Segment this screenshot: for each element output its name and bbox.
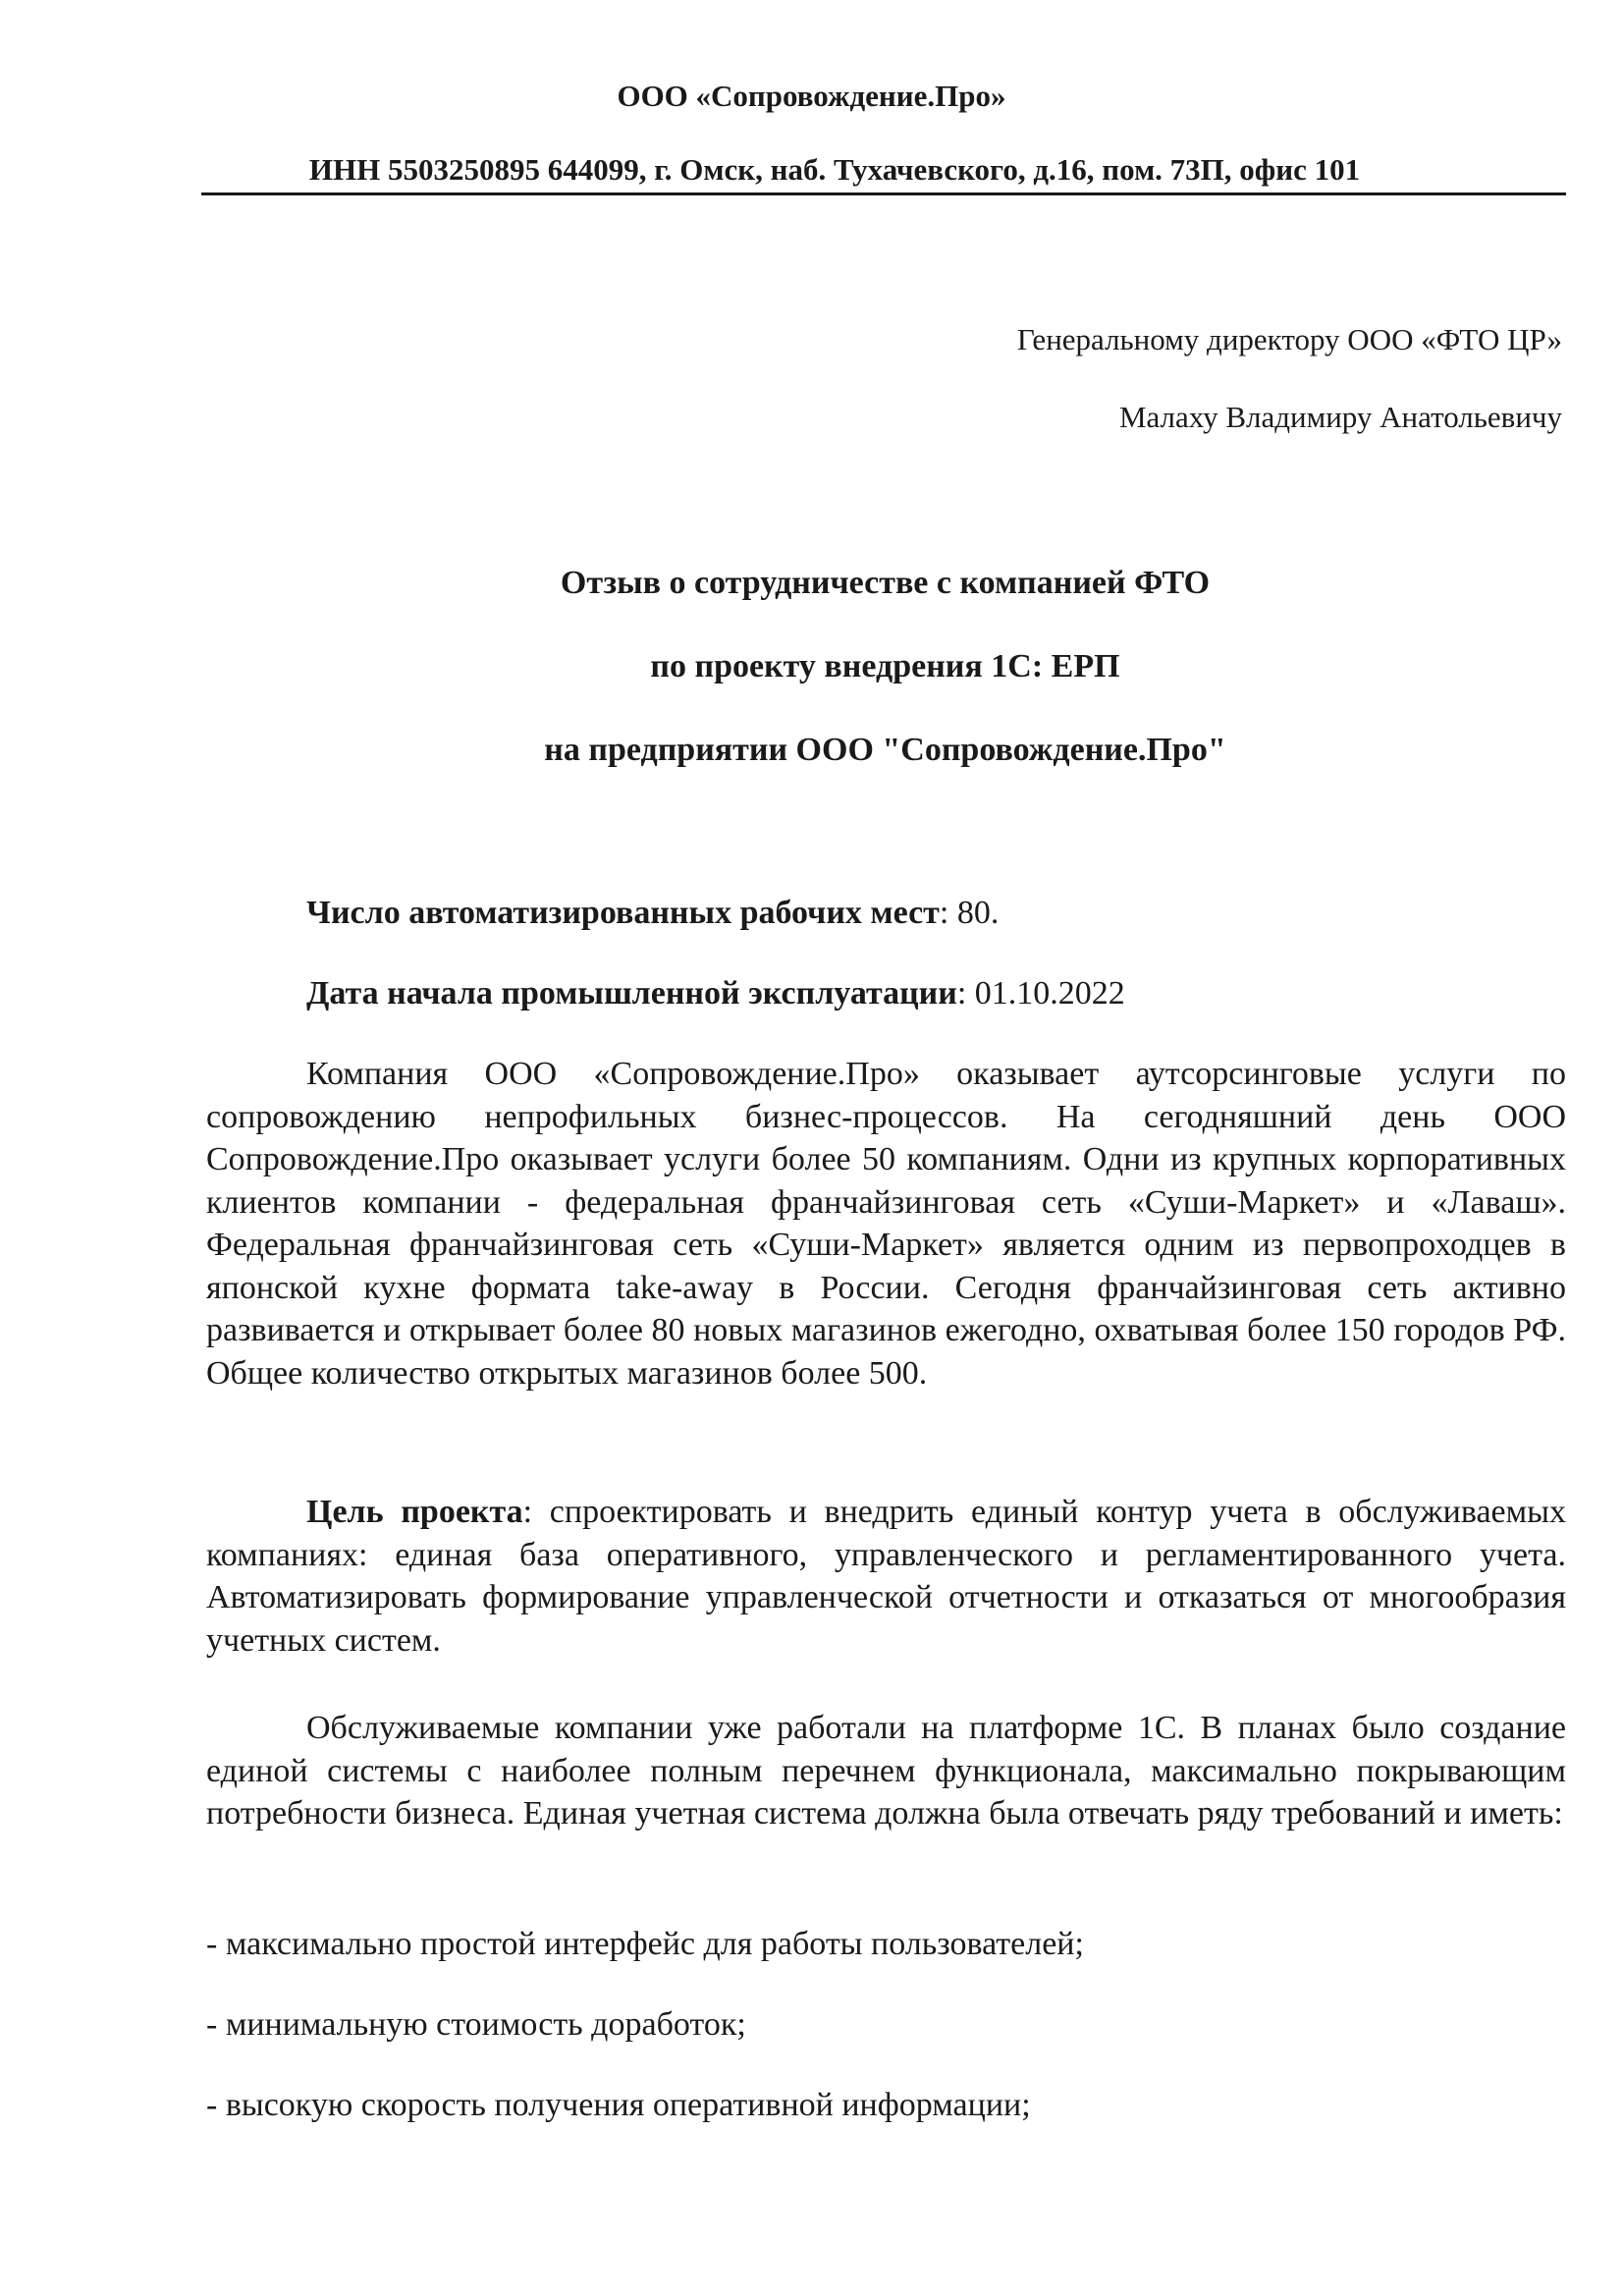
document-title-line-1: Отзыв о сотрудничестве с компанией ФТО: [560, 565, 1211, 601]
requirement-item: - максимально простой интерфейс для работы пользователей;: [206, 1926, 1084, 1962]
paragraph-project-goal: [206, 1491, 1566, 1662]
paragraph-intro: Компания ООО «Сопровождение.Про» оказывает аутсорсинговые услуги по сопровождению непрофильных бизнес-процессов. На сегодняшний день ООО Сопровождение.Про оказывает услуги более 50 компаниям. Одни из крупных корпоративных клиентов компании - федеральная франчайзинговая сеть «Суши-Маркет» и «Лаваш». Федеральная франчайзинговая сеть «Суши-Маркет» является одним из первопроходцев в японской кухне формата take-away в России. Сегодня франчайзинговая сеть активно развивается и открывает более 80 новых магазинов ежегодно, охватывая более 150 городов РФ. Общее количество открытых магазинов более 500.: [206, 1056, 1566, 1392]
paragraph-requirements-intro: Обслуживаемые компании уже работали на платформе 1С. В планах было создание единой системы с наиболее полным перечнем функционала, максимально покрывающим потребности бизнеса. Единая учетная система должна была отвечать ряду требований и иметь:: [206, 1710, 1566, 1831]
addressee-name: Малаху Владимиру Анатольевичу: [1118, 400, 1562, 434]
document-title-line-3: на предприятии ООО "Сопровождение.Про": [544, 732, 1226, 768]
requirement-item: - высокую скорость получения оперативной информации;: [206, 2087, 1031, 2123]
fact-workplaces: [306, 892, 1583, 935]
fact-start-date-label: Дата начала промышленной эксплуатации: [306, 975, 957, 1011]
letterhead-company-name: ООО «Сопровождение.Про»: [617, 79, 1006, 113]
project-goal-text: : спроектировать и внедрить единый контур учета в обслуживаемых компаниях: единая база оперативного, управленческого и регламентированного учета. Автоматизировать формирование управленческой отчетности и отказаться от многообразия учетных систем.: [206, 1494, 1567, 1659]
fact-start-date-value: : 01.10.2022: [956, 975, 1125, 1011]
fact-start-date: [306, 972, 1583, 1015]
requirement-item: - минимальную стоимость доработок;: [206, 2006, 746, 2043]
fact-workplaces-label: Число автоматизированных рабочих мест: [306, 895, 940, 931]
letterhead-company-details: ИНН 5503250895 644099, г. Омск, наб. Тухачевского, д.16, пом. 73П, офис 101: [308, 152, 1361, 187]
project-goal-label: Цель проекта: [306, 1494, 523, 1530]
letterhead-divider: [201, 192, 1566, 195]
addressee-position: Генеральному директору ООО «ФТО ЦР»: [1016, 322, 1562, 356]
fact-workplaces-value: : 80.: [939, 895, 1000, 931]
document-title-line-2: по проекту внедрения 1С: ЕРП: [650, 648, 1120, 684]
